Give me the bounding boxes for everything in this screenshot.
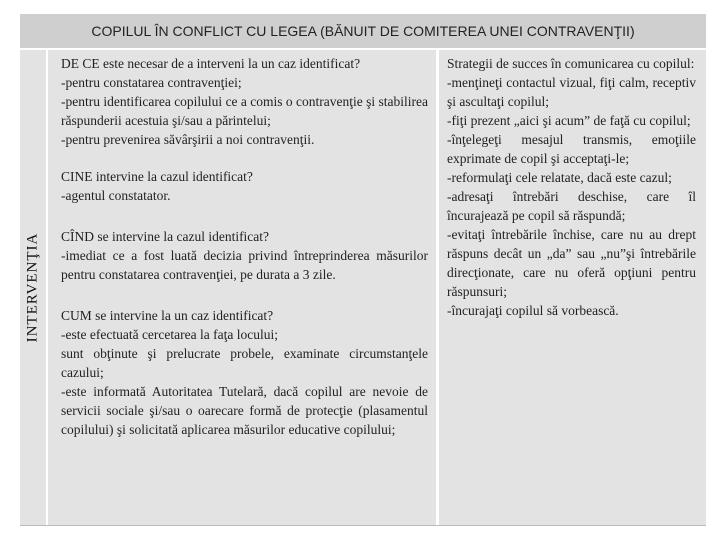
section-line: -pentru constatarea contravenţiei; — [61, 75, 242, 90]
divider — [20, 525, 706, 526]
strategy-line: -evitaţi întrebările închise, care nu au drept răspuns decât un „da” sau „nu”şi întrebările direcţionate, care nu oferă opţiuni pentru răspunsuri; — [447, 227, 696, 299]
side-label: INTERVENŢIA — [24, 232, 41, 343]
section-line: -este efectuată cercetarea la faţa locului; — [61, 327, 278, 342]
strategy-line: -încurajaţi copilul să vorbească. — [447, 303, 619, 318]
section-line: sunt obţinute şi prelucrate probele, examinate circumstanţele cazului; — [61, 346, 428, 380]
section-who — [61, 167, 428, 205]
section-why — [61, 54, 428, 149]
section-line: -agentul constatator. — [61, 188, 171, 203]
strategy-line: -menţineţi contactul vizual, fiţi calm, receptiv şi ascultaţi copilul; — [447, 75, 696, 109]
strategy-line: -adresaţi întrebări deschise, care îl încurajează pe copil să răspundă; — [447, 189, 696, 223]
section-question: CINE intervine la cazul identificat? — [61, 169, 253, 184]
strategies-heading: Strategii de succes în comunicarea cu copilul: — [447, 56, 695, 71]
section-question: DE CE este necesar de a interveni la un caz identificat? — [61, 56, 361, 71]
communication-strategies-column — [439, 50, 706, 525]
section-line: -este informată Autoritatea Tutelară, dacă copilul are nevoie de servicii sociale şi/sau o oarecare formă de protecţie (plasamentul copilului) şi solicitată aplicarea măsurilor educative copilului; — [61, 384, 428, 437]
section-how — [61, 306, 428, 439]
strategy-line: -reformulaţi cele relatate, dacă este cazul; — [447, 170, 672, 185]
side-label-column — [20, 50, 46, 525]
intervention-questions-column — [48, 50, 436, 525]
strategy-line: -înţelegeţi mesajul transmis, emoţiile exprimate de copil şi acceptaţi-le; — [447, 132, 696, 166]
section-line: -pentru identificarea copilului ce a comis o contravenţie şi stabilirea răspunderii acestuia şi/sau a părintelui; — [61, 94, 428, 128]
page-title: COPILUL ÎN CONFLICT CU LEGEA (BĂNUIT DE COMITEREA UNEI CONTRAVENŢII) — [91, 23, 635, 39]
page-title-bar — [20, 14, 706, 48]
section-question: CÎND se intervine la cazul identificat? — [61, 229, 270, 244]
section-when — [61, 227, 428, 284]
section-line: -imediat ce a fost luată decizia privind întreprinderea măsurilor pentru constatarea contravenţiei, pe durata a 3 zile. — [61, 248, 428, 282]
strategy-line: -fiţi prezent „aici şi acum” de faţă cu copilul; — [447, 113, 691, 128]
section-question: CUM se intervine la un caz identificat? — [61, 308, 274, 323]
section-line: -pentru prevenirea săvârşirii a noi contravenţii. — [61, 132, 315, 147]
